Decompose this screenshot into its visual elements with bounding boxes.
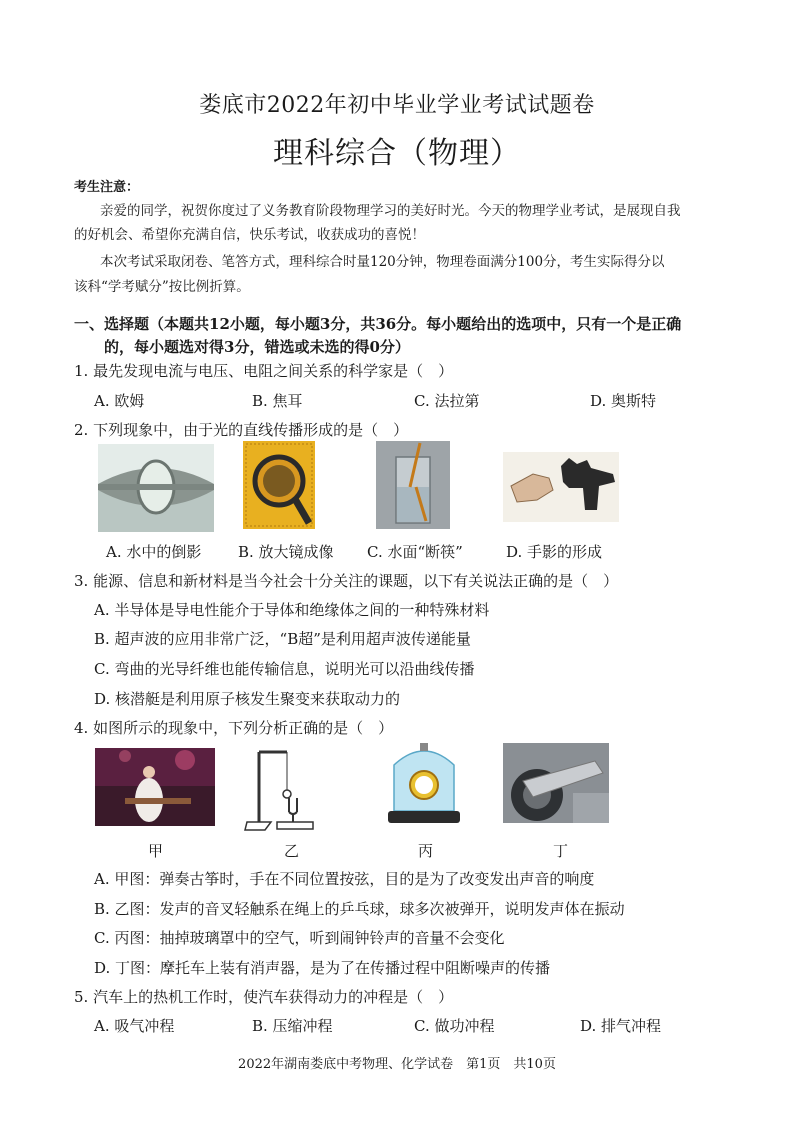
q2-option-c: C. 水面“断筷” [367,543,463,561]
notice-heading: 考生注意： [74,180,140,195]
question-5-stem: 5. 汽车上的热机工作时，使汽车获得动力的冲程是（ ） [74,988,454,1006]
hand-shadow-image [503,452,619,522]
q3-option-a: A. 半导体是导电性能介于导体和绝缘体之间的一种特殊材料 [94,601,490,619]
question-1-stem: 1. 最先发现电流与电压、电阻之间关系的科学家是（ ） [74,362,454,380]
q3-option-b: B. 超声波的应用非常广泛，“B超”是利用超声波传递能量 [94,630,471,648]
q5-option-b: B. 压缩冲程 [252,1017,333,1035]
q1-option-d: D. 奥斯特 [590,392,657,410]
bell-jar-clock-image [384,741,464,827]
notice-paragraph-1-line-1: 亲爱的同学，祝贺你度过了义务教育阶段物理学习的美好时光。今天的物理学业考试，是展现自我 [100,203,681,219]
q4-option-a: A. 甲图：弹奏古筝时，手在不同位置按弦，目的是为了改变发出声音的响度 [94,870,595,888]
notice-paragraph-2-line-1: 本次考试采取闭卷、笔答方式，理科综合时量120分钟，物理卷面满分100分，考生实际得分以 [100,254,665,270]
q1-option-b: B. 焦耳 [252,392,303,410]
q4-option-b: B. 乙图：发声的音叉轻触系在绳上的乒乓球，球多次被弹开，说明发声体在振动 [94,900,625,918]
caption-yi: 乙 [284,842,300,860]
q5-option-c: C. 做功冲程 [414,1017,495,1035]
glass-chopstick-image [376,441,450,529]
q1-option-c: C. 法拉第 [414,392,480,410]
exam-subtitle: 理科综合（物理） [273,136,521,171]
page-footer: 2022年湖南娄底中考物理、化学试卷 第1页 共10页 [238,1057,556,1072]
q2-option-a: A. 水中的倒影 [106,543,202,561]
guzheng-performer-image [95,748,215,826]
notice-paragraph-1-line-2: 的好机会、希望你充满自信，快乐考试，收获成功的喜悦！ [74,227,425,243]
exam-title: 娄底市2022年初中毕业学业考试试题卷 [199,93,595,118]
q4-option-d: D. 丁图：摩托车上装有消声器，是为了在传播过程中阻断噪声的传播 [94,959,551,977]
q3-option-d: D. 核潜艇是利用原子核发生聚变来获取动力的 [94,690,401,708]
q2-option-d: D. 手影的形成 [506,543,603,561]
section-heading [74,313,734,359]
caption-jia: 甲 [148,842,164,860]
notice-paragraph-2-line-2: 该科“学考赋分”按比例折算。 [74,279,250,295]
tuning-fork-image [243,746,319,834]
section-heading-line-2: 的，每小题选对得3分，错选或未选的得0分） [104,338,410,356]
question-4-stem: 4. 如图所示的现象中，下列分析正确的是（ ） [74,719,394,737]
q3-option-c: C. 弯曲的光导纤维也能传输信息，说明光可以沿曲线传播 [94,660,475,678]
caption-ding: 丁 [553,842,569,860]
question-3-stem: 3. 能源、信息和新材料是当今社会十分关注的课题，以下有关说法正确的是（ ） [74,572,619,590]
q2-option-b: B. 放大镜成像 [238,543,334,561]
q1-option-a: A. 欧姆 [94,392,145,410]
motorcycle-muffler-image [503,743,609,823]
bridge-reflection-image [98,444,214,532]
q4-option-c: C. 丙图：抽掉玻璃罩中的空气，听到闹钟铃声的音量不会变化 [94,929,505,947]
caption-bing: 丙 [418,842,434,860]
magnifier-stamp-image [243,441,315,529]
q5-option-a: A. 吸气冲程 [94,1017,175,1035]
section-heading-line-1: 一、选择题（本题共12小题，每小题3分，共36分。每小题给出的选项中，只有一个是正确 [74,315,682,333]
q5-option-d: D. 排气冲程 [580,1017,662,1035]
question-2-stem: 2. 下列现象中，由于光的直线传播形成的是（ ） [74,421,409,439]
